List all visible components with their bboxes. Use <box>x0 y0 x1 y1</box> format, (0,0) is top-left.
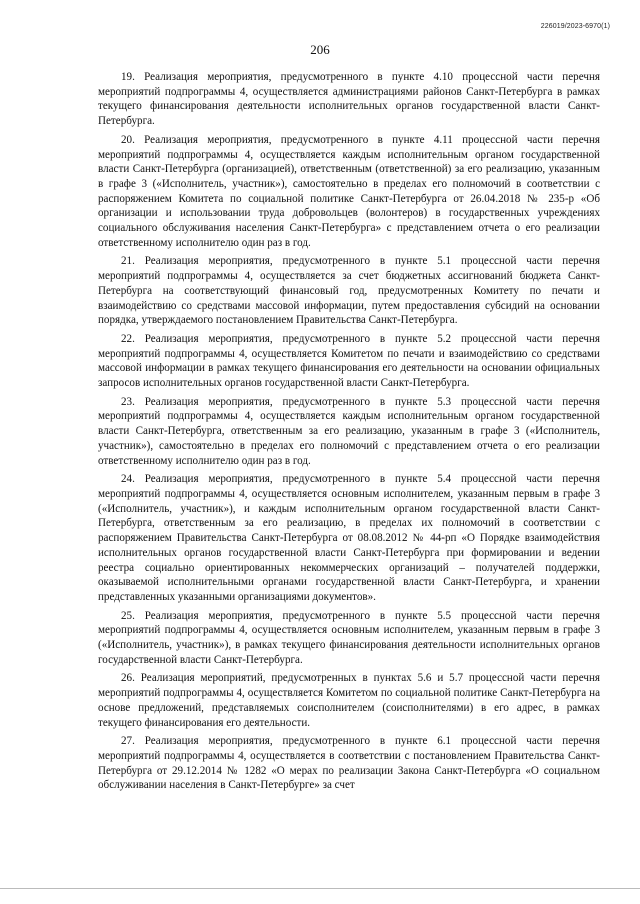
paragraph-19: 19. Реализация мероприятия, предусмотренного в пункте 4.10 процессной части перечня мероприятий подпрограммы 4, осуществляется администрациями районов Санкт-Петербурга в рамках текущего финансирования деятельности исполнительных органов государственной власти Санкт-Петербурга. <box>98 71 600 128</box>
document-registration-stamp: 226019/2023-6970(1) <box>540 23 610 30</box>
document-body <box>98 70 600 797</box>
paragraph-24: 24. Реализация мероприятия, предусмотренного в пункте 5.4 процессной части перечня мероприятий подпрограммы 4, осуществляется основным исполнителем, указанным первым в графе 3 («Исполнитель, участник»), и каждым исполнительным органом государственной власти Санкт-Петербурга, ответственным за его реализацию, в пределах их полномочий в соответствии с распоряжением Правительства Санкт-Петербурга от 08.08.2012 № 44-рп «О Порядке взаимодействия исполнительных органов государственной власти Санкт-Петербурга при формировании и ведении реестра социально ориентированных некоммерческих организаций – получателей поддержки, оказываемой исполнительными органами государственной власти Санкт-Петербурга, и хранении представленных указанными организациями документов». <box>98 473 600 603</box>
paragraph-23: 23. Реализация мероприятия, предусмотренного в пункте 5.3 процессной части перечня мероприятий подпрограммы 4, осуществляется каждым исполнительным органом государственной власти Санкт-Петербурга, ответственным за его реализацию, указанным в графе 3 («Исполнитель, участник»), самостоятельно в пределах его полномочий с представлением отчета о его реализации ответственному исполнителю один раз в год. <box>98 395 600 467</box>
paragraph-27: 27. Реализация мероприятия, предусмотренного в пункте 6.1 процессной части перечня мероприятий подпрограммы 4, осуществляется в соответствии с постановлением Правительства Санкт-Петербурга от 29.12.2014 № 1282 «О мерах по реализации Закона Санкт-Петербурга «О социальном обслуживании населения в Санкт-Петербурге» за счет <box>98 735 600 792</box>
page-bottom-edge <box>0 888 640 889</box>
paragraph-26: 26. Реализация мероприятий, предусмотренных в пунктах 5.6 и 5.7 процессной части перечня мероприятий подпрограммы 4, осуществляется Комитетом по социальной политике Санкт-Петербурга на основе предложений, представляемых соисполнителем (соисполнителями) в его адрес, в рамках текущего финансирования его деятельности. <box>98 672 600 729</box>
paragraph-22: 22. Реализация мероприятия, предусмотренного в пункте 5.2 процессной части перечня мероприятий подпрограммы 4, осуществляется Комитетом по печати и взаимодействию со средствами массовой информации в рамках текущего финансирования его деятельности на основании официальных запросов исполнительных органов государственной власти Санкт-Петербурга. <box>98 332 600 390</box>
paragraph-25: 25. Реализация мероприятия, предусмотренного в пункте 5.5 процессной части перечня мероприятий подпрограммы 4, осуществляется основным исполнителем, указанным первым в графе 3 («Исполнитель, участник»), в рамках текущего финансирования деятельности исполнительных органов государственной власти Санкт-Петербурга. <box>98 609 600 666</box>
paragraph-20: 20. Реализация мероприятия, предусмотренного в пункте 4.11 процессной части перечня мероприятий подпрограммы 4, осуществляется каждым исполнительным органом государственной власти Санкт-Петербурга (организацией), ответственным (ответственной) за его реализацию, указанным в графе 3 («Исполнитель, участник»), самостоятельно в пределах его полномочий в соответствии с распоряжением Комитета по социальной политике Санкт-Петербурга от 26.04.2018 № 235-р «Об организации и использовании труда добровольцев (волонтеров) в государственных учреждениях социального обслуживания населения Санкт-Петербурга» с представлением отчета о его реализации ответственному исполнителю один раз в год. <box>98 133 600 249</box>
page-number: 206 <box>310 42 330 57</box>
paragraph-21: 21. Реализация мероприятия, предусмотренного в пункте 5.1 процессной части перечня мероприятий подпрограммы 4, осуществляется за счет бюджетных ассигнований бюджета Санкт-Петербурга на соответствующий финансовый год, предусмотренных Комитету по печати и взаимодействию со средствами массовой информации, путем предоставления субсидий на основании порядка, утверждаемого постановлением Правительства Санкт-Петербурга. <box>98 255 600 327</box>
